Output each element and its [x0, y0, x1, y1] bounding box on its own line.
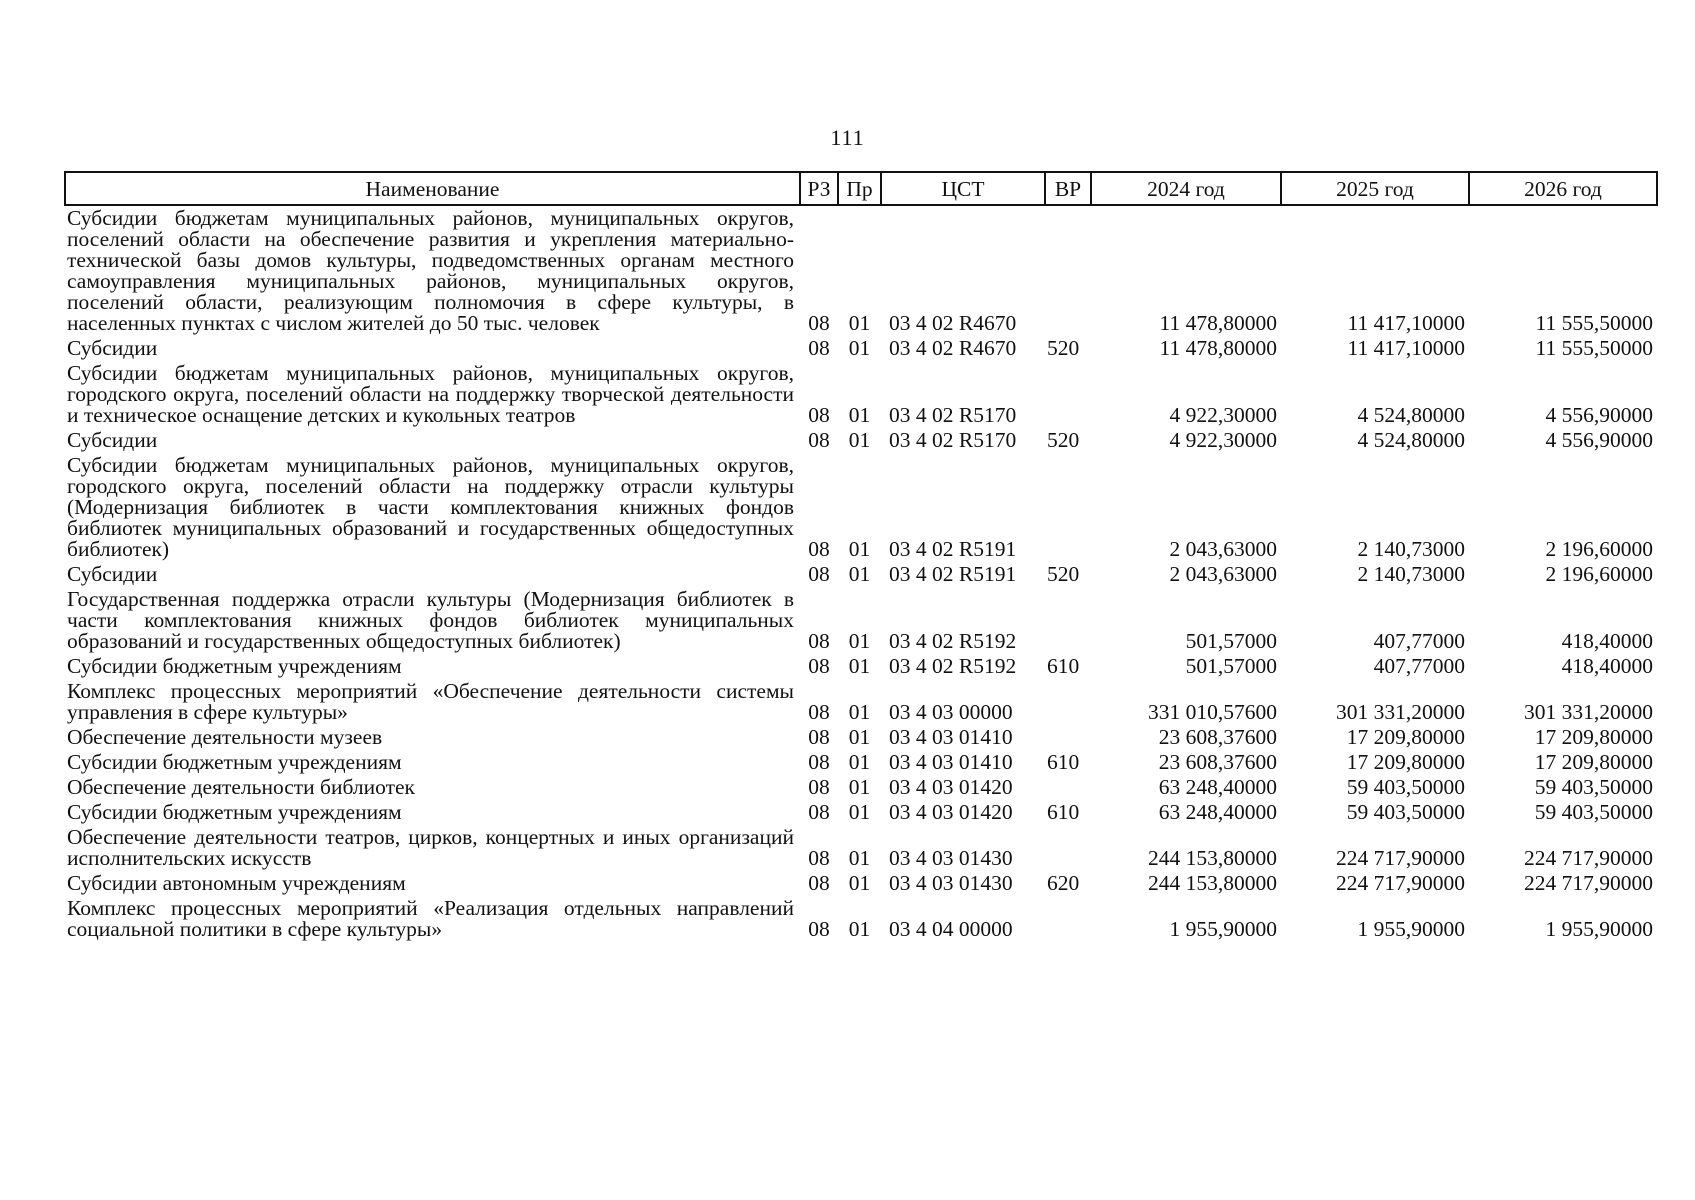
table-row [65, 587, 1657, 654]
row-amount-2025: 17 209,80000 [1346, 725, 1465, 749]
row-name: Субсидии бюджетным учреждениям [67, 654, 402, 678]
row-pr: 01 [848, 750, 871, 774]
row-rz: 08 [808, 800, 830, 824]
row-pr: 01 [848, 629, 871, 653]
row-rz: 08 [808, 846, 830, 870]
row-pr: 01 [848, 846, 871, 870]
row-amount-2026: 301 331,20000 [1524, 700, 1653, 724]
row-amount-2024: 63 248,40000 [1158, 800, 1277, 824]
row-name: Обеспечение деятельности музеев [67, 725, 383, 749]
page-number: 111 [830, 125, 865, 150]
row-pr: 01 [848, 562, 871, 586]
table-row [65, 654, 1657, 679]
row-amount-2026: 17 209,80000 [1534, 750, 1653, 774]
row-pr: 01 [848, 654, 871, 678]
row-rz: 08 [808, 562, 830, 586]
row-amount-2024: 11 478,80000 [1159, 336, 1277, 360]
table-row [65, 896, 1657, 942]
row-vr [1045, 361, 1091, 428]
budget-table [64, 171, 1658, 942]
row-amount-2026: 418,40000 [1561, 654, 1653, 678]
header-2024: 2024 год [1091, 172, 1281, 205]
row-name: Субсидии бюджетам муниципальных районов, муниципальных округов, городского округа, поселений области на поддержку творческой деятельности и техническое оснащение детских и кукольных театров [67, 361, 794, 427]
row-name: Субсидии автономным учреждениям [67, 871, 406, 895]
row-name: Субсидии [67, 562, 158, 586]
row-amount-2026: 224 717,90000 [1524, 871, 1653, 895]
header-pr: Пр [838, 172, 881, 205]
header-2026: 2026 год [1469, 172, 1657, 205]
row-rz: 08 [808, 403, 830, 427]
row-pr: 01 [848, 336, 871, 360]
row-pr: 01 [848, 428, 871, 452]
row-cst: 03 4 03 01420 [889, 800, 1013, 824]
row-amount-2024: 23 608,37600 [1158, 725, 1277, 749]
row-cst: 03 4 02 R5170 [889, 428, 1017, 452]
row-amount-2026: 2 196,60000 [1545, 537, 1653, 561]
row-pr: 01 [848, 917, 871, 941]
row-name: Обеспечение деятельности театров, цирков, концертных и иных организаций исполнительских искусств [67, 825, 794, 870]
row-rz: 08 [808, 629, 830, 653]
row-amount-2024: 331 010,57600 [1148, 700, 1277, 724]
table-row [65, 361, 1657, 428]
row-cst: 03 4 02 R5191 [889, 562, 1017, 586]
row-vr: 520 [1047, 562, 1080, 586]
row-rz: 08 [808, 311, 830, 335]
row-vr [1045, 725, 1091, 750]
row-cst: 03 4 03 01420 [889, 775, 1013, 799]
row-amount-2024: 63 248,40000 [1158, 775, 1277, 799]
row-amount-2026: 11 555,50000 [1535, 336, 1653, 360]
row-name: Субсидии [67, 336, 158, 360]
header-name: Наименование [65, 172, 800, 205]
row-vr: 520 [1047, 428, 1080, 452]
row-amount-2026: 4 556,90000 [1545, 428, 1653, 452]
row-amount-2026: 17 209,80000 [1534, 725, 1653, 749]
row-amount-2024: 244 153,80000 [1148, 846, 1277, 870]
row-rz: 08 [808, 725, 830, 749]
row-amount-2026: 2 196,60000 [1545, 562, 1653, 586]
row-amount-2025: 11 417,10000 [1347, 336, 1465, 360]
table-row [65, 428, 1657, 453]
row-rz: 08 [808, 775, 830, 799]
row-amount-2025: 59 403,50000 [1346, 775, 1465, 799]
row-cst: 03 4 02 R5191 [889, 537, 1017, 561]
row-pr: 01 [848, 311, 871, 335]
row-cst: 03 4 02 R5192 [889, 629, 1017, 653]
row-rz: 08 [808, 700, 830, 724]
row-vr: 610 [1047, 750, 1080, 774]
row-cst: 03 4 02 R4670 [889, 311, 1017, 335]
table-row [65, 336, 1657, 361]
row-amount-2025: 224 717,90000 [1336, 871, 1465, 895]
row-amount-2026: 59 403,50000 [1534, 775, 1653, 799]
row-name: Комплекс процессных мероприятий «Обеспечение деятельности системы управления в сфере культуры» [67, 679, 794, 724]
row-amount-2026: 224 717,90000 [1524, 846, 1653, 870]
row-pr: 01 [848, 775, 871, 799]
row-amount-2025: 17 209,80000 [1346, 750, 1465, 774]
row-vr [1045, 205, 1091, 336]
row-rz: 08 [808, 537, 830, 561]
header-2025: 2025 год [1281, 172, 1469, 205]
row-amount-2024: 23 608,37600 [1158, 750, 1277, 774]
row-amount-2026: 11 555,50000 [1535, 311, 1653, 335]
row-vr [1045, 453, 1091, 562]
row-name: Государственная поддержка отрасли культуры (Модернизация библиотек в части комплектования книжных фондов библиотек муниципальных образований и государственных общедоступных библиотек) [67, 587, 794, 653]
table-row [65, 775, 1657, 800]
table-row [65, 800, 1657, 825]
table-header-row [65, 172, 1657, 205]
row-vr [1045, 825, 1091, 871]
row-amount-2025: 4 524,80000 [1357, 403, 1465, 427]
row-amount-2025: 301 331,20000 [1336, 700, 1465, 724]
row-name: Субсидии бюджетным учреждениям [67, 750, 402, 774]
row-rz: 08 [808, 871, 830, 895]
row-amount-2026: 59 403,50000 [1534, 800, 1653, 824]
row-amount-2025: 407,77000 [1373, 654, 1465, 678]
row-amount-2024: 11 478,80000 [1159, 311, 1277, 335]
row-amount-2025: 224 717,90000 [1336, 846, 1465, 870]
table-row [65, 562, 1657, 587]
row-amount-2024: 4 922,30000 [1169, 403, 1277, 427]
table-row [65, 750, 1657, 775]
table-row [65, 871, 1657, 896]
row-amount-2024: 4 922,30000 [1169, 428, 1277, 452]
row-amount-2024: 501,57000 [1185, 629, 1277, 653]
row-rz: 08 [808, 336, 830, 360]
row-vr [1045, 587, 1091, 654]
row-amount-2025: 2 140,73000 [1357, 562, 1465, 586]
row-amount-2026: 1 955,90000 [1545, 917, 1653, 941]
row-amount-2025: 11 417,10000 [1347, 311, 1465, 335]
row-amount-2025: 2 140,73000 [1357, 537, 1465, 561]
table-row [65, 679, 1657, 725]
row-cst: 03 4 03 01430 [889, 846, 1013, 870]
row-cst: 03 4 03 01430 [889, 871, 1013, 895]
row-amount-2026: 418,40000 [1561, 629, 1653, 653]
row-rz: 08 [808, 654, 830, 678]
row-cst: 03 4 02 R5170 [889, 403, 1017, 427]
row-pr: 01 [848, 700, 871, 724]
row-rz: 08 [808, 750, 830, 774]
row-amount-2025: 59 403,50000 [1346, 800, 1465, 824]
row-cst: 03 4 03 01410 [889, 725, 1013, 749]
row-cst: 03 4 03 00000 [889, 700, 1013, 724]
row-name: Комплекс процессных мероприятий «Реализация отдельных направлений социальной политики в сфере культуры» [67, 896, 794, 941]
table-row [65, 725, 1657, 750]
row-vr: 620 [1047, 871, 1080, 895]
row-pr: 01 [848, 537, 871, 561]
row-amount-2024: 2 043,63000 [1169, 537, 1277, 561]
row-amount-2024: 1 955,90000 [1169, 917, 1277, 941]
header-vr: ВР [1045, 172, 1091, 205]
row-cst: 03 4 03 01410 [889, 750, 1013, 774]
row-amount-2024: 501,57000 [1185, 654, 1277, 678]
row-name: Субсидии бюджетам муниципальных районов, муниципальных округов, поселений области на обеспечение развития и укрепления материально-технической базы домов культуры, подведомственных органам местного самоуправления муниципальных районов, муниципальных округов, поселений области, реализующим полномочия в сфере культуры, в населенных пунктах с числом жителей до 50 тыс. человек [67, 206, 794, 335]
row-pr: 01 [848, 800, 871, 824]
row-vr: 610 [1047, 654, 1080, 678]
row-vr [1045, 775, 1091, 800]
row-amount-2026: 4 556,90000 [1545, 403, 1653, 427]
table-row [65, 205, 1657, 336]
row-pr: 01 [848, 871, 871, 895]
row-pr: 01 [848, 403, 871, 427]
header-cst: ЦСТ [881, 172, 1045, 205]
table-row [65, 825, 1657, 871]
row-amount-2025: 4 524,80000 [1357, 428, 1465, 452]
row-vr [1045, 679, 1091, 725]
row-name: Субсидии [67, 428, 158, 452]
row-rz: 08 [808, 428, 830, 452]
row-vr: 520 [1047, 336, 1080, 360]
row-cst: 03 4 02 R5192 [889, 654, 1017, 678]
row-amount-2024: 2 043,63000 [1169, 562, 1277, 586]
row-cst: 03 4 02 R4670 [889, 336, 1017, 360]
row-cst: 03 4 04 00000 [889, 917, 1013, 941]
row-name: Субсидии бюджетным учреждениям [67, 800, 402, 824]
header-rz: РЗ [800, 172, 838, 205]
row-amount-2025: 1 955,90000 [1357, 917, 1465, 941]
row-name: Субсидии бюджетам муниципальных районов, муниципальных округов, городского округа, поселений области на поддержку отрасли культуры (Модернизация библиотек в части комплектования книжных фондов библиотек муниципальных образований и государственных общедоступных библиотек) [67, 453, 794, 561]
row-rz: 08 [808, 917, 830, 941]
row-vr [1045, 896, 1091, 942]
row-pr: 01 [848, 725, 871, 749]
row-name: Обеспечение деятельности библиотек [67, 775, 415, 799]
row-amount-2024: 244 153,80000 [1148, 871, 1277, 895]
table-row [65, 453, 1657, 562]
row-amount-2025: 407,77000 [1373, 629, 1465, 653]
row-vr: 610 [1047, 800, 1080, 824]
